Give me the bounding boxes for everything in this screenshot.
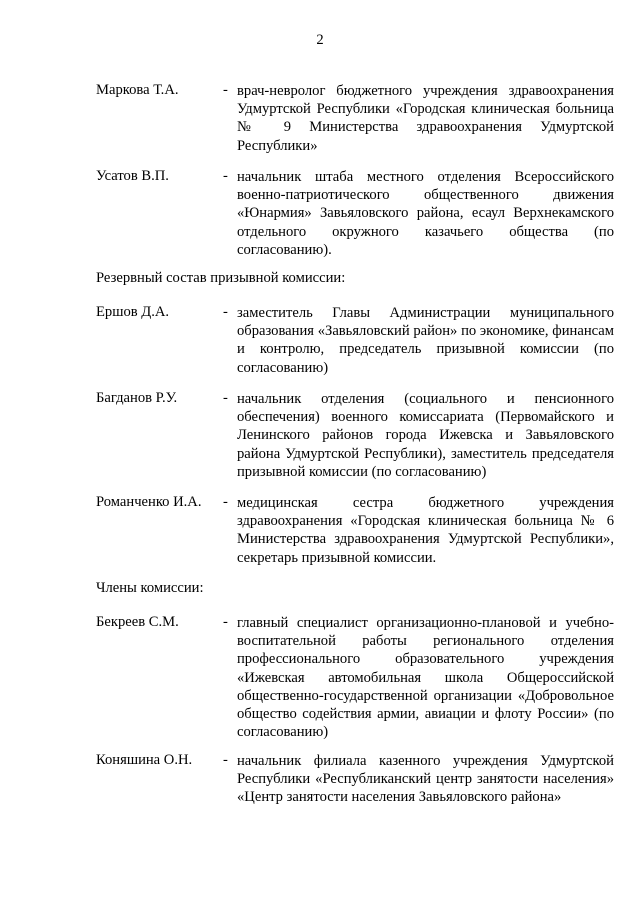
reserve-member-entry [96, 390, 614, 481]
member-name: Бекреев С.М. [96, 614, 179, 630]
member-name: Ершов Д.А. [96, 304, 170, 320]
member-name: Романченко И.А. [96, 494, 202, 510]
entry-dash: - [223, 390, 228, 406]
entry-dash: - [223, 614, 228, 630]
commission-member-entry [96, 614, 614, 741]
member-name: Усатов В.П. [96, 168, 169, 184]
member-position: начальник штаба местного отделения Всероссийского военно-патриотического общественного движения «Юнармия» Завьяловского района, есаул Верхнекамского отдельного окружного казачьего общества (по согласованию). [237, 169, 614, 258]
entry-dash: - [223, 304, 228, 320]
page-number: 2 [316, 32, 324, 48]
member-name: Маркова Т.А. [96, 82, 179, 98]
reserve-member-entry [96, 494, 614, 567]
member-position: врач-невролог бюджетного учреждения здравоохранения Удмуртской Республики «Городская клиническая больница № 9 Министерства здравоохранения Удмуртской Республики» [237, 83, 614, 154]
members-section-heading: Члены комиссии: [96, 580, 204, 596]
entry-dash: - [223, 168, 228, 184]
member-position: медицинская сестра бюджетного учреждения здравоохранения «Городская клиническая больница № 6 Министерства здравоохранения Удмуртской Республики», секретарь призывной комиссии. [237, 495, 614, 566]
reserve-section-heading: Резервный состав призывной комиссии: [96, 270, 346, 286]
member-name: Багданов Р.У. [96, 390, 178, 406]
entry-dash: - [223, 494, 228, 510]
entry-dash: - [223, 752, 228, 768]
reserve-member-entry [96, 304, 614, 377]
member-position: начальник отделения (социального и пенсионного обеспечения) военного комиссариата (Первомайского и Ленинского районов города Ижевска и Завьяловского района Удмуртской Республики), заместитель председателя призывной комиссии (по согласованию) [237, 391, 614, 480]
commission-member-entry [96, 752, 614, 807]
member-name: Коняшина О.Н. [96, 752, 193, 768]
member-position: начальник филиала казенного учреждения Удмуртской Республики «Республиканский центр занятости населения» «Центр занятости населения Завьяловского района» [237, 753, 614, 806]
member-position: заместитель Главы Администрации муниципального образования «Завьяловский район» по экономике, финансам и контролю, председатель призывной комиссии (по согласованию) [237, 305, 614, 376]
commission-member-entry [96, 82, 614, 155]
entry-dash: - [223, 82, 228, 98]
member-position: главный специалист организационно-плановой и учебно-воспитательной работы регионального отделения профессионального образовательного учреждения «Ижевская автомобильная школа Общероссийской общественно-государственной организации «Добровольное общество содействия армии, авиации и флоту России» (по согласованию) [237, 615, 614, 741]
commission-member-entry [96, 168, 614, 259]
